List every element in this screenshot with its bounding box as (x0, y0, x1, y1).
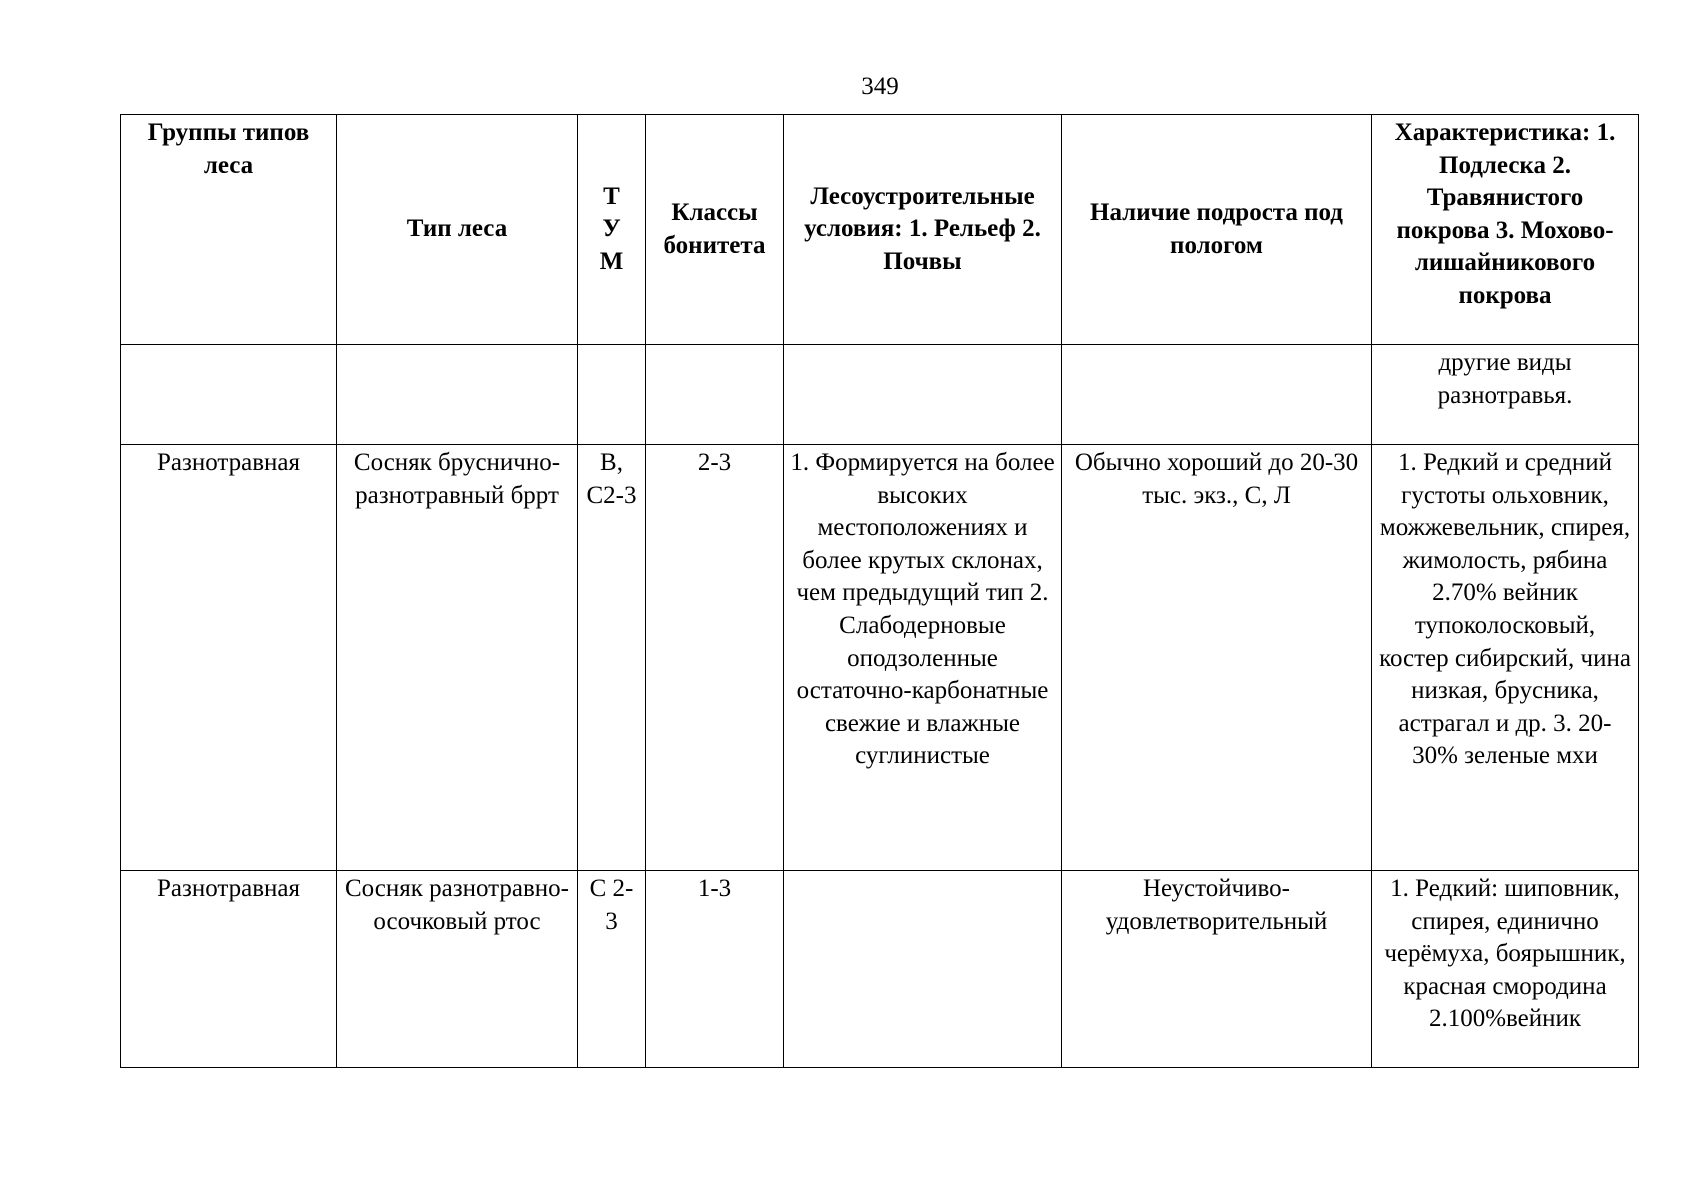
cell-empty (646, 345, 784, 445)
header-tum-line1: Т (603, 182, 620, 210)
header-conditions: Лесоустроительные условия: 1. Рельеф 2. Почвы (784, 115, 1062, 345)
header-tum-line3: М (599, 247, 624, 275)
cell-undergrowth: Обычно хороший до 20-30 тыс. экз., С, Л (1062, 445, 1372, 871)
cell-group: Разнотравная (121, 871, 337, 1068)
cell-empty (784, 345, 1062, 445)
cell-characteristic: 1. Редкий: шиповник, спирея, единично черёмуха, боярышник, красная смородина 2.100%вейник (1372, 871, 1639, 1068)
cell-tum: В, С2-3 (578, 445, 646, 871)
table-row-continuation (121, 345, 1639, 445)
header-bonitet: Классы бонитета (646, 115, 784, 345)
page-number: 349 (861, 73, 899, 100)
cell-characteristic: другие виды разнотравья. (1372, 345, 1639, 445)
header-type: Тип леса (337, 115, 578, 345)
cell-empty (121, 345, 337, 445)
cell-bonitet: 2-3 (646, 445, 784, 871)
header-characteristic: Характеристика: 1. Подлеска 2. Травянистого покрова 3. Мохово-лишайникового покрова (1372, 115, 1639, 345)
cell-group: Разнотравная (121, 445, 337, 871)
cell-type: Сосняк разнотравно-осочковый ртос (337, 871, 578, 1068)
cell-conditions (784, 871, 1062, 1068)
header-undergrowth: Наличие подроста под пологом (1062, 115, 1372, 345)
table-header-row (121, 115, 1639, 345)
header-group: Группы типов леса (121, 115, 337, 345)
table-row (121, 871, 1639, 1068)
header-tum (578, 115, 646, 345)
cell-tum: С 2-3 (578, 871, 646, 1068)
cell-empty (1062, 345, 1372, 445)
cell-type: Сосняк бруснично-разнотравный бррт (337, 445, 578, 871)
header-tum-line2: У (602, 215, 621, 243)
cell-bonitet: 1-3 (646, 871, 784, 1068)
cell-empty (578, 345, 646, 445)
cell-undergrowth: Неустойчиво-удовлетворительный (1062, 871, 1372, 1068)
cell-empty (337, 345, 578, 445)
cell-conditions: 1. Формируется на более высоких местоположениях и более крутых склонах, чем предыдущий тип 2. Слабодерновые оподзоленные остаточно-карбонатные свежие и влажные суглинистые (784, 445, 1062, 871)
cell-characteristic: 1. Редкий и средний густоты ольховник, можжевельник, спирея, жимолость, рябина 2.70% вейник тупоколосковый, костер сибирский, чина низкая, брусника, астрагал и др. 3. 20-30% зеленые мхи (1372, 445, 1639, 871)
table-row (121, 445, 1639, 871)
forest-types-table (120, 114, 1639, 1068)
